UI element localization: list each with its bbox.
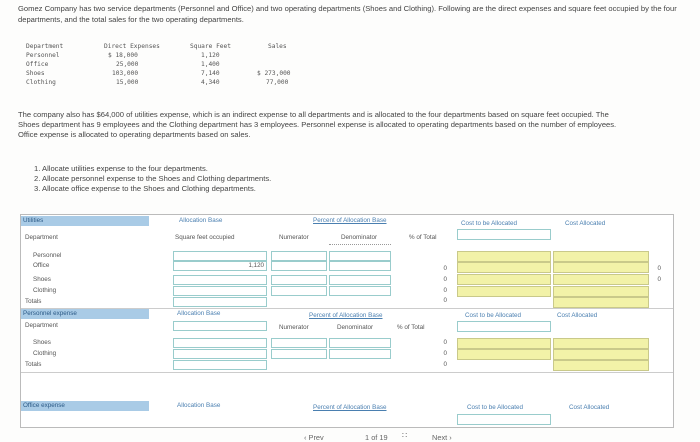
- table-cell: Personnel: [26, 52, 60, 59]
- utilities-cost-cell[interactable]: [457, 286, 551, 297]
- utilities-denominator-input[interactable]: [329, 275, 391, 285]
- personnel-denominator-input[interactable]: [329, 338, 391, 348]
- instruction-2: 2. Allocate personnel expense to the Shoes and Clothing departments.: [34, 174, 272, 183]
- grid-icon[interactable]: ∷: [402, 431, 408, 440]
- utilities-denominator-input[interactable]: [329, 251, 391, 261]
- utilities-numerator-input[interactable]: [271, 251, 327, 261]
- personnel-row-shoes: Shoes: [33, 339, 51, 346]
- utilities-totals-label: Totals: [25, 298, 42, 305]
- table-cell: Office: [26, 61, 49, 68]
- utilities-cost-allocated-value: 0: [657, 265, 661, 272]
- personnel-allocation-base-header: Allocation Base: [177, 310, 221, 317]
- personnel-denominator-label: Denominator: [337, 324, 374, 331]
- personnel-cost-to-allocate-header: Cost to be Allocated: [465, 312, 522, 319]
- table-cell: Shoes: [26, 70, 45, 77]
- table-cell: 7,140: [201, 70, 220, 77]
- personnel-base-input[interactable]: [173, 321, 267, 331]
- fraction-divider: [329, 244, 391, 245]
- table-cell: $ 273,000: [257, 70, 291, 77]
- problem-intro: Gomez Company has two service departments (Personnel and Office) and two operating departments (Shoes and Clothing). Following are the direct expenses and square feet occupied by the four departments, and the total sales for the two operating departments.: [18, 4, 677, 24]
- utilities-cost-to-allocate-input[interactable]: [457, 229, 551, 240]
- utilities-cost-cell[interactable]: [457, 274, 551, 285]
- table-cell: 15,000: [116, 79, 139, 86]
- table-cell: 25,000: [116, 61, 139, 68]
- office-allocation-base-header: Allocation Base: [177, 402, 221, 409]
- personnel-cost-allocated-total[interactable]: [553, 360, 649, 371]
- utilities-denominator-input[interactable]: [329, 261, 391, 271]
- utilities-cost-to-allocate-header: Cost to be Allocated: [461, 220, 518, 227]
- utilities-denominator-label: Denominator: [341, 234, 378, 241]
- utilities-row-office: Office: [33, 262, 50, 269]
- table-cell: 1,120: [201, 52, 220, 59]
- utilities-row-personnel: Personnel: [33, 252, 62, 259]
- next-label: Next: [432, 433, 448, 442]
- personnel-denominator-input[interactable]: [329, 349, 391, 359]
- personnel-pct-total-label: % of Total: [397, 324, 425, 331]
- utilities-numerator-input[interactable]: [271, 261, 327, 271]
- table-header-department: Department: [26, 43, 64, 50]
- utilities-pct-total-label: % of Total: [409, 234, 437, 241]
- page-indicator: [365, 433, 388, 442]
- office-cost-to-allocate-input[interactable]: [457, 414, 551, 425]
- utilities-pct-shoes: 0: [443, 276, 447, 283]
- utilities-pct-office: 0: [443, 265, 447, 272]
- table-cell: 1,400: [201, 61, 220, 68]
- current-page: 1: [365, 433, 370, 442]
- utilities-numerator-input[interactable]: [271, 275, 327, 285]
- utilities-pct-clothing: 0: [443, 287, 447, 294]
- utilities-numerator-input[interactable]: [271, 286, 327, 296]
- instruction-1: 1. Allocate utilities expense to the four departments.: [34, 164, 208, 173]
- utilities-row-clothing: Clothing: [33, 287, 57, 294]
- personnel-cost-allocated-cell[interactable]: [553, 349, 649, 360]
- utilities-section-title: Utilities: [21, 216, 149, 226]
- utilities-cost-allocated-cell[interactable]: [553, 274, 649, 285]
- allocation-worksheet: [20, 214, 674, 428]
- utilities-allocation-base-header: Allocation Base: [179, 217, 223, 224]
- utilities-row-shoes: Shoes: [33, 276, 51, 283]
- utilities-base-input-personnel[interactable]: [173, 251, 267, 261]
- personnel-row-clothing: Clothing: [33, 350, 57, 357]
- next-button[interactable]: Next ›: [432, 433, 452, 442]
- office-percent-header: Percent of Allocation Base: [313, 404, 387, 411]
- table-cell: 103,000: [112, 70, 139, 77]
- personnel-percent-header: Percent of Allocation Base: [309, 312, 383, 319]
- utilities-base-input-shoes[interactable]: [173, 275, 267, 285]
- personnel-base-input-shoes[interactable]: [173, 338, 267, 348]
- utilities-base-input-clothing[interactable]: [173, 286, 267, 296]
- prev-button[interactable]: ‹ Prev: [304, 433, 324, 442]
- personnel-cost-allocated-cell[interactable]: [553, 338, 649, 349]
- personnel-base-total-input[interactable]: [173, 360, 267, 370]
- personnel-cost-cell[interactable]: [457, 349, 551, 360]
- table-cell: 4,340: [201, 79, 220, 86]
- utilities-cost-allocated-value: 0: [657, 276, 661, 283]
- utilities-base-total-input[interactable]: [173, 297, 267, 307]
- divider: [21, 372, 673, 373]
- utilities-cost-allocated-cell[interactable]: [553, 262, 649, 273]
- utilities-cost-allocated-header: Cost Allocated: [565, 220, 606, 227]
- personnel-department-label: Department: [25, 322, 58, 329]
- utilities-cost-allocated-cell[interactable]: [553, 251, 649, 262]
- utilities-base-input-office[interactable]: 1,120: [173, 261, 267, 271]
- office-cost-allocated-header: Cost Allocated: [569, 404, 610, 411]
- utilities-cost-allocated-total[interactable]: [553, 297, 649, 308]
- personnel-totals-label: Totals: [25, 361, 42, 368]
- utilities-department-label: Department: [25, 234, 58, 241]
- personnel-section-title: Personnel expense: [21, 309, 149, 319]
- personnel-pct-clothing: 0: [443, 350, 447, 357]
- utilities-cost-cell[interactable]: [457, 251, 551, 262]
- table-header-direct-expenses: Direct Expenses: [104, 43, 160, 50]
- table-header-sales: Sales: [268, 43, 287, 50]
- personnel-cost-allocated-header: Cost Allocated: [557, 312, 598, 319]
- utilities-percent-header: Percent of Allocation Base: [313, 217, 387, 224]
- page-count: of 19: [371, 433, 388, 442]
- table-cell: 77,000: [266, 79, 289, 86]
- personnel-pct-shoes: 0: [443, 339, 447, 346]
- utilities-denominator-input[interactable]: [329, 286, 391, 296]
- utilities-numerator-label: Numerator: [279, 234, 309, 241]
- problem-paragraph: The company also has $64,000 of utilities expense, which is an indirect expense to all departments and is allocated to the four departments based on square feet occupied. The Shoes department has 9 employees and the Clothing department has 3 employees. Personnel expense is allocated to operating departments based on the number of employees. Office expense is allocated to operating departments based on sales.: [18, 110, 617, 140]
- utilities-cost-cell[interactable]: [457, 262, 551, 273]
- prev-label: Prev: [308, 433, 324, 442]
- personnel-numerator-input[interactable]: [271, 349, 327, 359]
- utilities-cost-allocated-cell[interactable]: [553, 286, 649, 297]
- table-cell: $ 18,000: [108, 52, 138, 59]
- utilities-pct-total: 0: [443, 297, 447, 304]
- table-header-square-feet: Square Feet: [190, 43, 231, 50]
- instruction-3: 3. Allocate office expense to the Shoes and Clothing departments.: [34, 184, 256, 193]
- personnel-base-input-clothing[interactable]: [173, 349, 267, 359]
- utilities-base-value: Square feet occupied: [175, 234, 235, 241]
- personnel-cost-cell[interactable]: [457, 338, 551, 349]
- office-cost-to-allocate-header: Cost to be Allocated: [467, 404, 524, 411]
- personnel-numerator-label: Numerator: [279, 324, 309, 331]
- personnel-numerator-input[interactable]: [271, 338, 327, 348]
- personnel-cost-to-allocate-input[interactable]: [457, 321, 551, 332]
- office-section-title: Office expense: [21, 401, 149, 411]
- personnel-pct-total: 0: [443, 361, 447, 368]
- table-cell: Clothing: [26, 79, 56, 86]
